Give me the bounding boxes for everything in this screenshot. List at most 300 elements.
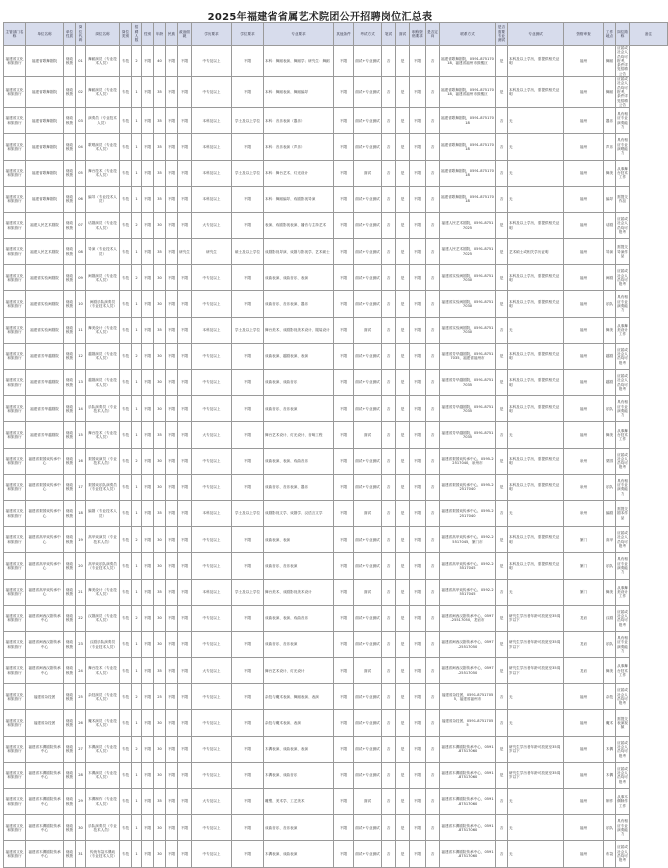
table-cell: 厦门 bbox=[564, 553, 604, 579]
table-cell: 专技 bbox=[120, 265, 132, 291]
table-cell: 35 bbox=[154, 789, 166, 815]
table-cell: 福建省杂技团，0591-87517055 bbox=[440, 710, 496, 736]
table-cell: 不限 bbox=[410, 370, 426, 396]
table-cell: 汉剧 bbox=[604, 605, 616, 631]
table-cell: 福建省芳华越剧院 bbox=[26, 422, 64, 448]
table-cell: 35 bbox=[154, 77, 166, 108]
table-cell: 30 bbox=[154, 815, 166, 841]
table-cell: 不限 bbox=[334, 343, 354, 369]
table-cell: 否 bbox=[496, 317, 508, 343]
table-cell: 福建省木偶剧院传承中心 bbox=[26, 841, 64, 867]
table-cell: 否 bbox=[382, 448, 396, 474]
table-cell: 应届或社会人员均可报考 bbox=[616, 841, 630, 867]
table-cell: 1 bbox=[132, 658, 142, 684]
table-cell: 福州 bbox=[564, 789, 604, 815]
table-cell: 不限 bbox=[166, 343, 178, 369]
table-cell: 福建省芳华越剧院，0591-87517035 bbox=[440, 396, 496, 422]
table-cell: 是 bbox=[396, 710, 410, 736]
table-cell: 不限 bbox=[166, 160, 178, 186]
table-cell: 高甲戏演员（专业技术人员） bbox=[86, 527, 120, 553]
table-cell: 福建省文化和旅游厅 bbox=[4, 815, 26, 841]
table-cell: 舞蹈 bbox=[604, 77, 616, 108]
table-cell: 不限 bbox=[178, 291, 192, 317]
table-cell: 木偶表演、戏曲音乐 bbox=[264, 762, 334, 788]
table-cell: 福建省实验闽剧院，0591-87517030 bbox=[440, 265, 496, 291]
table-cell: 学士及以上学位 bbox=[232, 108, 264, 134]
column-header: 备注 bbox=[630, 23, 668, 46]
table-cell: 雕塑、美术学、工艺美术 bbox=[264, 789, 334, 815]
table-cell: 福州 bbox=[564, 134, 604, 160]
table-cell: 越剧 bbox=[604, 343, 616, 369]
table-cell: 1 bbox=[132, 186, 142, 212]
table-cell: 木偶 bbox=[604, 736, 616, 762]
table-cell: 30 bbox=[154, 553, 166, 579]
table-cell: 30 bbox=[154, 343, 166, 369]
column-header: 单位性质 bbox=[64, 23, 76, 46]
table-cell: 11 bbox=[76, 317, 86, 343]
table-cell: 不限 bbox=[142, 134, 154, 160]
table-cell: 具有相应专业演奏能力 bbox=[616, 553, 630, 579]
table-cell: 35 bbox=[154, 422, 166, 448]
table-cell: 福建省木偶剧院传承中心，0591-87517060 bbox=[440, 762, 496, 788]
table-cell: 30 bbox=[76, 815, 86, 841]
table-cell: 不限 bbox=[142, 77, 154, 108]
column-header: 岗位类别 bbox=[120, 23, 132, 46]
table-cell: 福州 bbox=[564, 212, 604, 238]
table-cell: 否 bbox=[426, 422, 440, 448]
table-cell: 专技 bbox=[120, 658, 132, 684]
table-cell: 财政核拨 bbox=[64, 108, 76, 134]
table-cell: 中专及以上 bbox=[192, 265, 232, 291]
job-table bbox=[3, 22, 668, 868]
table-cell: 面试 bbox=[354, 658, 382, 684]
table-cell: 福州 bbox=[564, 239, 604, 265]
table-cell: 无 bbox=[508, 815, 564, 841]
table-cell: 无 bbox=[508, 789, 564, 815]
table-cell: 面试+专业测试 bbox=[354, 239, 382, 265]
table-cell: 专技 bbox=[120, 815, 132, 841]
table-cell: 不限 bbox=[142, 396, 154, 422]
table-cell: 35 bbox=[154, 134, 166, 160]
table-cell: 不限 bbox=[166, 370, 178, 396]
table-cell: 不限 bbox=[142, 815, 154, 841]
table-body bbox=[4, 46, 668, 868]
table-cell: 否 bbox=[426, 684, 440, 710]
table-cell: 中专及以上 bbox=[192, 343, 232, 369]
table-cell: 不限 bbox=[410, 841, 426, 867]
table-cell: 福建省歌舞剧院 bbox=[26, 77, 64, 108]
table-cell: 专技 bbox=[120, 77, 132, 108]
table-cell: 23 bbox=[76, 631, 86, 657]
table-cell: 不限 bbox=[166, 46, 178, 77]
table-cell: 中专及以上 bbox=[192, 762, 232, 788]
column-header: 岗位简称 bbox=[616, 23, 630, 46]
table-cell: 不限 bbox=[142, 474, 154, 500]
table-cell: 中专及以上 bbox=[192, 736, 232, 762]
table-cell: 不限 bbox=[166, 134, 178, 160]
table-cell: 是 bbox=[496, 46, 508, 77]
table-cell: 面试 bbox=[354, 789, 382, 815]
table-cell: 福建省梨园戏传承中心，0595-22517040，泉州市 bbox=[440, 448, 496, 474]
table-cell: 杂技与魔术表演、表演 bbox=[264, 710, 334, 736]
table-cell: 不限 bbox=[410, 134, 426, 160]
table-cell: 30 bbox=[154, 396, 166, 422]
table-cell: 否 bbox=[382, 500, 396, 526]
table-cell: 否 bbox=[382, 605, 396, 631]
table-cell: 面试+专业测试 bbox=[354, 815, 382, 841]
page-title: 2025年福建省省属艺术院团公开招聘岗位汇总表 bbox=[207, 12, 433, 23]
table-row bbox=[4, 134, 668, 160]
table-cell: 福州 bbox=[564, 291, 604, 317]
table-cell: 从事舞台技术工作 bbox=[616, 658, 630, 684]
table-cell: 专技 bbox=[120, 160, 132, 186]
table-cell: 福建省实验闽剧院，0591-87517030 bbox=[440, 291, 496, 317]
table-cell: 福建省歌舞剧院，0591-87517018 bbox=[440, 134, 496, 160]
table-cell: 应届或社会人员均可报考 bbox=[616, 762, 630, 788]
table-cell: 应届或社会人员均可报考 bbox=[616, 605, 630, 631]
table-cell: 本科及以上 bbox=[192, 500, 232, 526]
table-cell: 否 bbox=[382, 579, 396, 605]
table-cell: 面试 bbox=[354, 422, 382, 448]
table-cell: 福州 bbox=[564, 46, 604, 77]
table-cell: 07 bbox=[76, 212, 86, 238]
table-cell: 福建人民艺术剧院 bbox=[26, 212, 64, 238]
table-cell: 不限 bbox=[166, 186, 178, 212]
table-cell: 福建省木偶剧院传承中心 bbox=[26, 815, 64, 841]
table-cell: 不限 bbox=[410, 553, 426, 579]
table-cell: 本科及以上学历，需提供相关证明 bbox=[508, 291, 564, 317]
table-cell: 不限 bbox=[178, 658, 192, 684]
table-cell: 专技 bbox=[120, 370, 132, 396]
table-cell: 35 bbox=[154, 108, 166, 134]
table-cell: 不限 bbox=[334, 527, 354, 553]
table-cell: 无 bbox=[508, 186, 564, 212]
table-cell: 面试+专业测试 bbox=[354, 396, 382, 422]
table-cell: 财政核拨 bbox=[64, 291, 76, 317]
table-cell: 不限 bbox=[410, 631, 426, 657]
table-cell: 是 bbox=[496, 527, 508, 553]
table-row bbox=[4, 474, 668, 500]
table-cell: 从事舞台技术工作 bbox=[616, 160, 630, 186]
table-cell: 福建省文化和旅游厅 bbox=[4, 553, 26, 579]
table-cell: 31 bbox=[76, 841, 86, 867]
table-cell: 福建省文化和旅游厅 bbox=[4, 605, 26, 631]
table-cell: 话剧演员（专业技术人员） bbox=[86, 212, 120, 238]
table-cell: 财政核拨 bbox=[64, 186, 76, 212]
table-cell: 不限 bbox=[178, 134, 192, 160]
table-cell: 无 bbox=[508, 317, 564, 343]
table-cell: 是 bbox=[396, 77, 410, 108]
table-cell: 中专及以上 bbox=[192, 46, 232, 77]
table-cell: 不限 bbox=[166, 474, 178, 500]
table-cell: 1 bbox=[132, 77, 142, 108]
table-cell: 财政核拨 bbox=[64, 789, 76, 815]
table-cell: 不限 bbox=[334, 239, 354, 265]
table-cell: 无 bbox=[508, 579, 564, 605]
table-cell: 是 bbox=[496, 762, 508, 788]
table-cell: 不限 bbox=[334, 684, 354, 710]
table-cell: 否 bbox=[382, 396, 396, 422]
table-cell: 不限 bbox=[232, 527, 264, 553]
table-cell: 应届或社会人员均可报考，条件详见招聘公告 bbox=[617, 46, 628, 76]
table-cell: 本科及以上 bbox=[192, 317, 232, 343]
table-cell: 02 bbox=[76, 77, 86, 108]
table-cell: 具有相应专业演唱能力 bbox=[616, 134, 630, 160]
table-cell: 不限 bbox=[232, 658, 264, 684]
table-cell: 福建省文化和旅游厅 bbox=[4, 134, 26, 160]
column-header: 学位要求 bbox=[232, 23, 264, 46]
table-cell: 专技 bbox=[120, 239, 132, 265]
column-header: 联系方式 bbox=[440, 23, 496, 46]
table-cell: 财政核拨 bbox=[64, 684, 76, 710]
table-cell: 福建省芳华越剧院 bbox=[26, 396, 64, 422]
table-cell: 专技 bbox=[120, 212, 132, 238]
table-cell: 戏剧影视文学、戏剧学、汉语言文学 bbox=[264, 500, 334, 526]
table-cell: 1 bbox=[132, 108, 142, 134]
table-cell: 福建省高甲戏传承中心 bbox=[26, 579, 64, 605]
table-cell: 1 bbox=[132, 815, 142, 841]
table-cell: 不限 bbox=[178, 710, 192, 736]
table-cell: 木偶制作（专业技术人员） bbox=[86, 789, 120, 815]
table-cell: 30 bbox=[154, 291, 166, 317]
table-cell: 不限 bbox=[410, 605, 426, 631]
table-cell: 厦门 bbox=[564, 527, 604, 553]
table-cell: 福建人民艺术剧院 bbox=[26, 239, 64, 265]
table-cell: 1 bbox=[132, 474, 142, 500]
table-cell: 福建省文化和旅游厅 bbox=[4, 46, 26, 77]
table-cell: 杂技 bbox=[604, 684, 616, 710]
header-row bbox=[4, 23, 668, 46]
table-cell: 2 bbox=[132, 46, 142, 77]
table-cell: 应届或社会人员均可报考 bbox=[616, 265, 630, 291]
table-cell: 不限 bbox=[410, 396, 426, 422]
table-cell: 35 bbox=[154, 186, 166, 212]
table-cell: 研究生 bbox=[178, 239, 192, 265]
table-cell: 不限 bbox=[166, 789, 178, 815]
table-cell: 福建省芳华越剧院，0591-87517035 bbox=[440, 370, 496, 396]
table-cell: 是 bbox=[496, 658, 508, 684]
table-cell: 本科及以上学历，需提供相关证明 bbox=[508, 212, 564, 238]
table-cell: 专技 bbox=[120, 553, 132, 579]
table-cell: 汉剧演员（专业技术人员） bbox=[86, 605, 120, 631]
table-cell: 否 bbox=[426, 77, 440, 108]
table-row bbox=[4, 422, 668, 448]
table-cell: 不限 bbox=[166, 265, 178, 291]
table-cell: 戏曲音乐、音乐表演、器乐 bbox=[264, 291, 334, 317]
table-cell: 是 bbox=[396, 134, 410, 160]
table-cell: 财政核拨 bbox=[64, 239, 76, 265]
table-cell: 本科及以上 bbox=[192, 134, 232, 160]
table-cell: 否 bbox=[426, 370, 440, 396]
table-cell: 梨园戏演员（专业技术人员） bbox=[86, 448, 120, 474]
table-cell: 财政核拨 bbox=[64, 46, 76, 77]
table-cell: 福建省杂技团 bbox=[26, 710, 64, 736]
table-cell: 不限 bbox=[178, 396, 192, 422]
table-cell: 不限 bbox=[334, 579, 354, 605]
table-cell: 不限 bbox=[334, 370, 354, 396]
table-cell: 福建省歌舞剧院，0591-87517018，福建省福州市鼓楼区 bbox=[440, 46, 496, 77]
table-cell: 否 bbox=[426, 762, 440, 788]
table-cell: 编剧 bbox=[604, 500, 616, 526]
table-cell: 福建省文化和旅游厅 bbox=[4, 500, 26, 526]
table-cell: 福建省木偶剧院传承中心，0591-87517060 bbox=[440, 736, 496, 762]
table-cell: 不限 bbox=[178, 448, 192, 474]
table-cell: 福建省歌舞剧院 bbox=[26, 134, 64, 160]
table-cell: 专技 bbox=[120, 710, 132, 736]
table-cell: 泉州 bbox=[564, 448, 604, 474]
table-cell: 面试+专业测试 bbox=[354, 265, 382, 291]
table-cell: 财政核拨 bbox=[64, 422, 76, 448]
table-cell: 是 bbox=[396, 317, 410, 343]
table-cell: 否 bbox=[426, 317, 440, 343]
table-cell: 不限 bbox=[142, 448, 154, 474]
table-cell: 福州 bbox=[564, 396, 604, 422]
table-cell: 大专及以上 bbox=[192, 658, 232, 684]
table-cell: 否 bbox=[382, 553, 396, 579]
table-cell: 应届或社会人员均可报考 bbox=[616, 370, 630, 396]
table-cell: 本科及以上 bbox=[192, 108, 232, 134]
table-cell: 福建省木偶剧院传承中心，0591-87517060 bbox=[440, 789, 496, 815]
table-cell: 是 bbox=[396, 815, 410, 841]
table-cell: 不限 bbox=[334, 631, 354, 657]
table-cell: 1 bbox=[132, 291, 142, 317]
table-cell: 杂技演员（专业技术人员） bbox=[86, 684, 120, 710]
table-cell: 不限 bbox=[334, 108, 354, 134]
table-cell: 福建省闽西汉剧传承中心 bbox=[26, 631, 64, 657]
table-cell: 舞台技术（专业技术人员） bbox=[86, 160, 120, 186]
table-cell: 否 bbox=[496, 500, 508, 526]
table-cell: 福建省闽西汉剧传承中心 bbox=[26, 658, 64, 684]
column-header: 工作地点 bbox=[604, 23, 616, 46]
table-cell: 越剧演员（专业技术人员） bbox=[86, 370, 120, 396]
table-cell: 1 bbox=[132, 239, 142, 265]
table-cell: 话剧 bbox=[604, 212, 616, 238]
table-cell: 不限 bbox=[166, 658, 178, 684]
table-cell: 无 bbox=[508, 841, 564, 867]
table-cell: 演奏员（专业技术人员） bbox=[86, 108, 120, 134]
table-cell: 戏曲表演、表演、戏曲音乐 bbox=[264, 448, 334, 474]
table-cell: 乐队 bbox=[604, 631, 616, 657]
table-cell: 福建省文化和旅游厅 bbox=[4, 422, 26, 448]
table-cell: 不限 bbox=[178, 317, 192, 343]
table-cell: 否 bbox=[426, 239, 440, 265]
table-cell: 否 bbox=[496, 186, 508, 212]
table-cell: 杂技与魔术表演、舞蹈表演、表演 bbox=[264, 684, 334, 710]
table-cell: 否 bbox=[426, 46, 440, 77]
table-cell: 传统布袋木偶戏（专业技术人员） bbox=[86, 841, 120, 867]
table-cell: 否 bbox=[382, 762, 396, 788]
table-cell: 2 bbox=[132, 684, 142, 710]
table-cell: 不限 bbox=[142, 553, 154, 579]
table-cell: 不限 bbox=[232, 343, 264, 369]
table-cell: 福建省芳华越剧院，0591-87517035 bbox=[440, 422, 496, 448]
table-cell: 本科：舞蹈表演、舞蹈编导 bbox=[264, 77, 334, 108]
table-row bbox=[4, 527, 668, 553]
table-cell: 不限 bbox=[410, 527, 426, 553]
table-cell: 从事舞美设计工作 bbox=[616, 317, 630, 343]
table-cell: 不限 bbox=[142, 710, 154, 736]
table-cell: 大专及以上 bbox=[192, 212, 232, 238]
column-header: 性别 bbox=[142, 23, 154, 46]
table-cell: 是 bbox=[496, 396, 508, 422]
table-cell: 无 bbox=[508, 710, 564, 736]
table-row bbox=[4, 396, 668, 422]
table-cell: 福建省实验闽剧院 bbox=[26, 317, 64, 343]
table-cell: 福建省文化和旅游厅 bbox=[4, 370, 26, 396]
table-cell: 不限 bbox=[178, 684, 192, 710]
table-cell: 专技 bbox=[120, 841, 132, 867]
table-cell: 应届或社会人员均可报考 bbox=[616, 684, 630, 710]
table-cell: 是 bbox=[496, 291, 508, 317]
table-cell: 否 bbox=[426, 579, 440, 605]
table-cell: 制作 bbox=[604, 789, 616, 815]
table-cell: 福建省歌舞剧院，0591-87517018 bbox=[440, 160, 496, 186]
table-cell: 专技 bbox=[120, 789, 132, 815]
table-row bbox=[4, 789, 668, 815]
table-cell: 导演 bbox=[604, 239, 616, 265]
table-cell: 否 bbox=[382, 789, 396, 815]
table-cell: 舞蹈 bbox=[604, 46, 616, 77]
table-cell: 21 bbox=[76, 579, 86, 605]
table-cell: 1 bbox=[132, 134, 142, 160]
table-cell: 福州 bbox=[564, 317, 604, 343]
table-cell: 戏曲表演、表演 bbox=[264, 527, 334, 553]
table-cell: 不限 bbox=[232, 291, 264, 317]
table-cell: 不限 bbox=[178, 160, 192, 186]
table-cell: 福建省歌舞剧院，0591-87517018，福建省福州市鼓楼区 bbox=[440, 77, 496, 108]
table-cell: 编导（专业技术人员） bbox=[86, 186, 120, 212]
table-row bbox=[4, 762, 668, 788]
table-cell: 否 bbox=[426, 789, 440, 815]
table-cell: 不限 bbox=[178, 370, 192, 396]
table-cell: 戏曲表演、戏曲音乐 bbox=[264, 370, 334, 396]
table-cell: 无 bbox=[508, 134, 564, 160]
table-cell: 中专及以上 bbox=[192, 527, 232, 553]
table-cell: 不限 bbox=[410, 317, 426, 343]
table-cell: 本科及以上学历，需提供相关证明 bbox=[508, 265, 564, 291]
table-cell: 具有相应专业演奏能力 bbox=[616, 396, 630, 422]
table-cell: 是 bbox=[396, 684, 410, 710]
table-cell: 专技 bbox=[120, 474, 132, 500]
table-cell: 不限 bbox=[142, 160, 154, 186]
table-cell: 福建省木偶剧院传承中心 bbox=[26, 762, 64, 788]
table-cell: 面试+专业测试 bbox=[354, 553, 382, 579]
table-cell: 专技 bbox=[120, 396, 132, 422]
table-cell: 是 bbox=[396, 343, 410, 369]
table-cell: 08 bbox=[76, 239, 86, 265]
table-cell: 不限 bbox=[142, 736, 154, 762]
column-header: 政治面貌 bbox=[178, 23, 192, 46]
table-cell: 不限 bbox=[142, 527, 154, 553]
table-cell: 福州 bbox=[564, 815, 604, 841]
column-header: 单位名称 bbox=[26, 23, 64, 46]
table-cell: 不限 bbox=[232, 841, 264, 867]
table-cell: 否 bbox=[382, 134, 396, 160]
table-cell: 30 bbox=[154, 527, 166, 553]
table-cell: 专技 bbox=[120, 605, 132, 631]
table-row bbox=[4, 108, 668, 134]
table-cell: 是 bbox=[396, 108, 410, 134]
table-cell: 面试+专业测试 bbox=[354, 684, 382, 710]
table-cell: 不限 bbox=[232, 422, 264, 448]
table-cell: 不限 bbox=[166, 684, 178, 710]
table-cell: 不限 bbox=[178, 500, 192, 526]
table-cell: 本科及以上学历，需提供相关证明 bbox=[508, 474, 564, 500]
table-cell: 不限 bbox=[142, 265, 154, 291]
column-header: 年龄 bbox=[154, 23, 166, 46]
table-cell: 不限 bbox=[334, 396, 354, 422]
table-cell: 1 bbox=[132, 841, 142, 867]
